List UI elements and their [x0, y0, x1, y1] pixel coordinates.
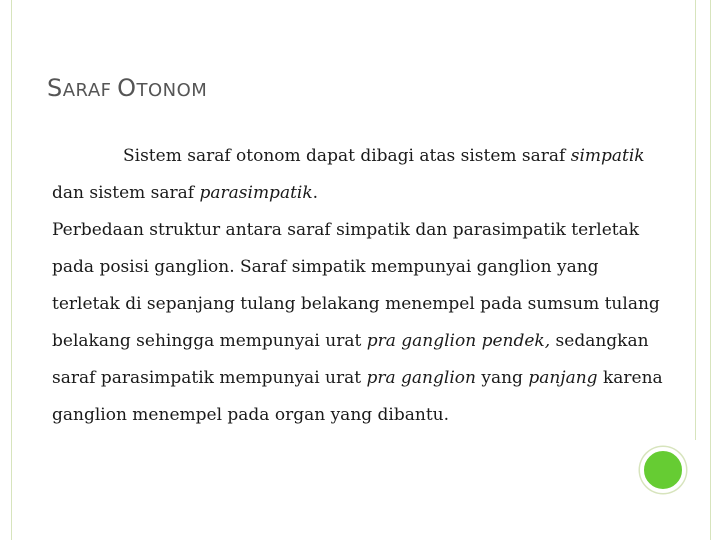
text-segment: ganglion menempel pada organ yang dibantu.	[52, 405, 450, 425]
italic-term: pra ganglion pendek,	[366, 331, 551, 351]
body-line	[52, 323, 692, 360]
decorative-circle	[640, 447, 686, 493]
body-line	[52, 360, 692, 397]
body-text	[52, 138, 692, 434]
body-line	[52, 397, 692, 434]
text-segment: dan sistem saraf	[52, 183, 200, 203]
title-rest-1: ARAF	[62, 80, 112, 101]
title-cap-2: O	[117, 74, 137, 102]
body-line	[52, 175, 692, 212]
body-line	[52, 286, 692, 323]
text-segment: yang	[475, 368, 529, 388]
italic-term: parasimpatik	[199, 183, 313, 203]
body-line	[52, 212, 692, 249]
body-line	[52, 138, 692, 175]
text-segment: karena	[597, 368, 663, 388]
text-segment: terletak di sepanjang tulang belakang menempel pada sumsum tulang	[52, 294, 660, 314]
text-segment: belakang sehingga mempunyai urat	[52, 331, 367, 351]
title-rest-2: TONOM	[136, 80, 208, 101]
text-segment: saraf parasimpatik mempunyai urat	[52, 368, 367, 388]
text-segment: Sistem saraf otonom dapat dibagi atas sistem saraf	[123, 146, 571, 166]
italic-term: panjang	[528, 368, 598, 388]
decorative-line	[695, 0, 696, 440]
title-cap-1: S	[47, 74, 63, 102]
body-line	[52, 249, 692, 286]
text-segment: Perbedaan struktur antara saraf simpatik dan parasimpatik terletak	[52, 220, 640, 240]
text-segment: sedangkan	[550, 331, 649, 351]
text-segment: pada posisi ganglion. Saraf simpatik mempunyai ganglion yang	[52, 257, 599, 277]
slide-title	[47, 74, 207, 102]
italic-term: simpatik	[570, 146, 645, 166]
italic-term: pra ganglion	[366, 368, 476, 388]
text-segment: .	[312, 183, 319, 203]
